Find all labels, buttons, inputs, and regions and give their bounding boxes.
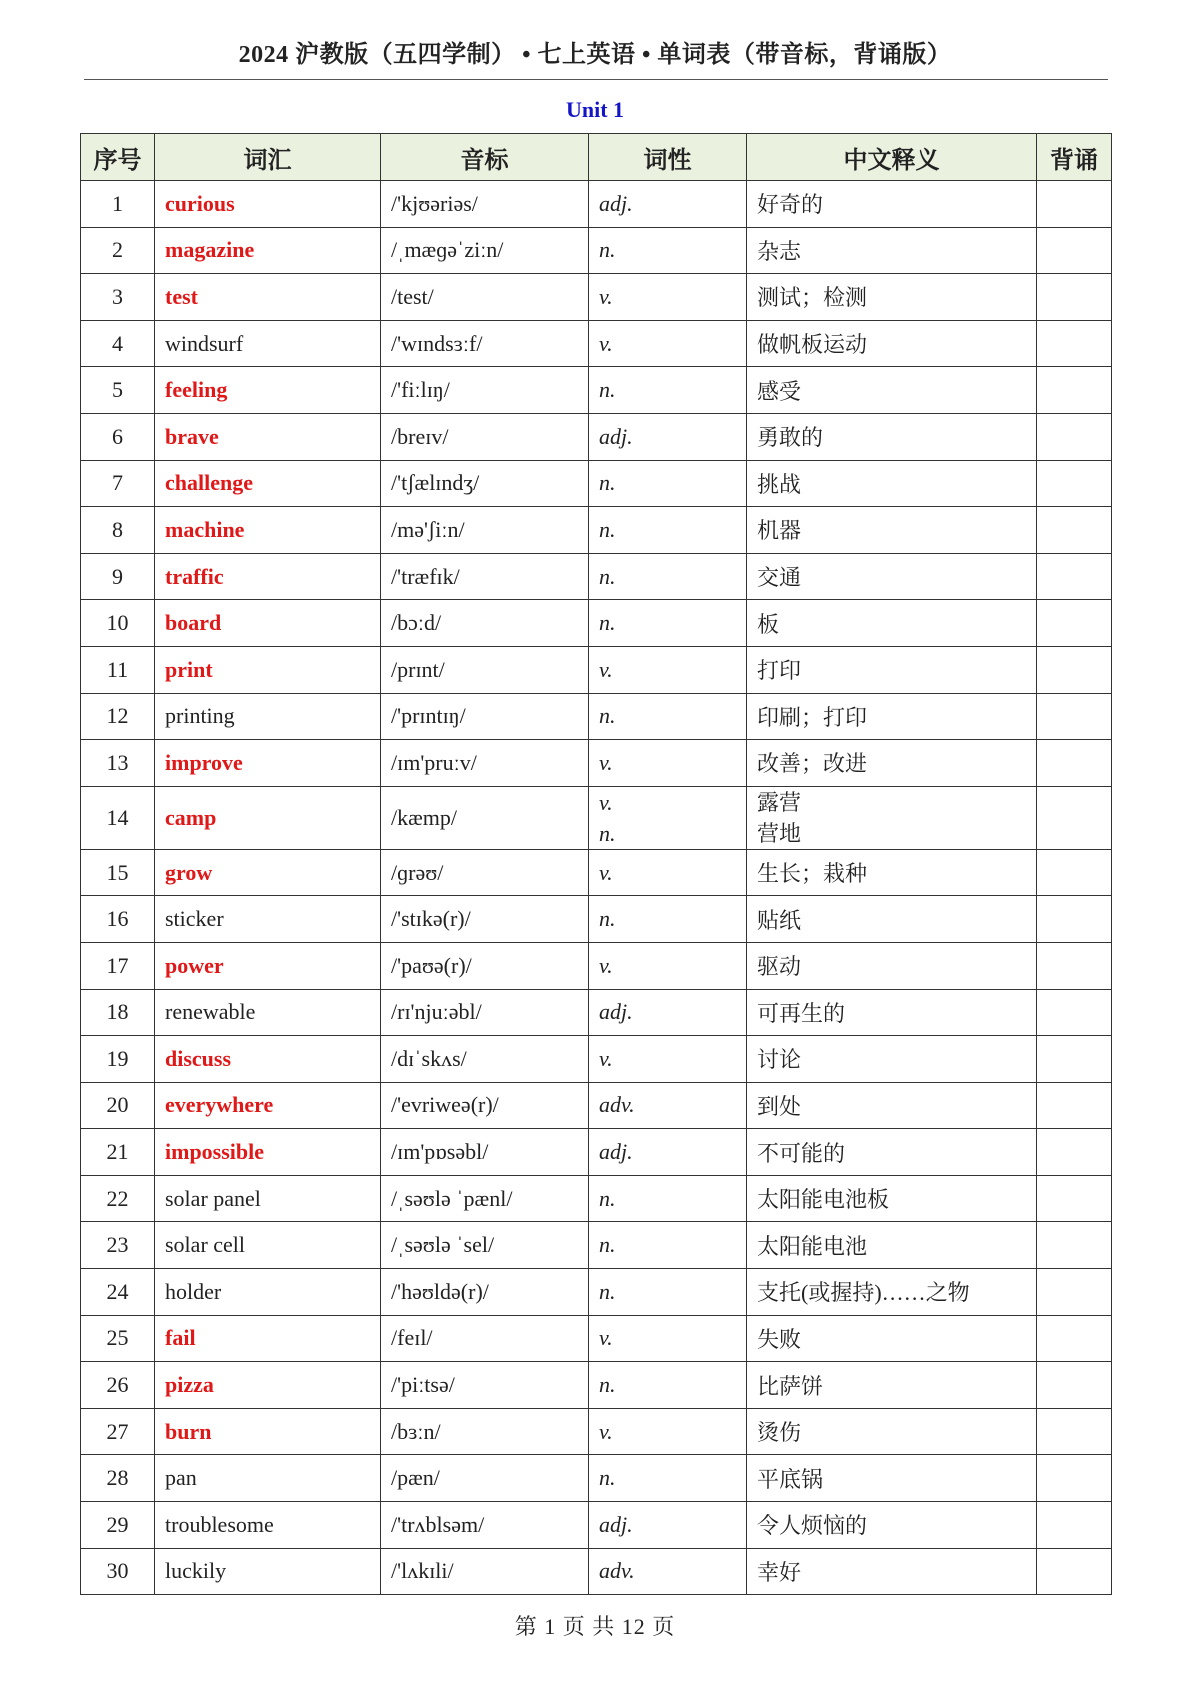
row-number: 4 xyxy=(81,320,155,367)
phonetic-transcription: /ɪm'pruːv/ xyxy=(381,740,589,787)
vocab-word: traffic xyxy=(155,553,381,600)
phonetic-transcription: /breɪv/ xyxy=(381,413,589,460)
row-number: 17 xyxy=(81,942,155,989)
part-of-speech: v. xyxy=(589,320,747,367)
chinese-meaning: 平底锅 xyxy=(747,1455,1037,1502)
chinese-meaning: 勇敢的 xyxy=(747,413,1037,460)
row-number: 1 xyxy=(81,181,155,228)
part-of-speech: v. xyxy=(589,1036,747,1083)
table-row xyxy=(81,367,1112,414)
recite-cell xyxy=(1037,367,1112,414)
table-row xyxy=(81,1408,1112,1455)
phonetic-transcription: /test/ xyxy=(381,274,589,321)
row-number: 20 xyxy=(81,1082,155,1129)
recite-cell xyxy=(1037,320,1112,367)
phonetic-transcription: /'həʊldə(r)/ xyxy=(381,1269,589,1316)
part-of-speech xyxy=(589,786,747,849)
table-row xyxy=(81,600,1112,647)
recite-cell xyxy=(1037,1502,1112,1549)
table-row xyxy=(81,1175,1112,1222)
recite-cell xyxy=(1037,1408,1112,1455)
part-of-speech: n. xyxy=(589,1222,747,1269)
table-row xyxy=(81,553,1112,600)
recite-cell xyxy=(1037,896,1112,943)
chinese-meaning: 驱动 xyxy=(747,942,1037,989)
recite-cell xyxy=(1037,460,1112,507)
chinese-meaning: 幸好 xyxy=(747,1548,1037,1595)
part-of-speech: v. xyxy=(589,1315,747,1362)
phonetic-transcription: /ˌsəʊlə ˈsel/ xyxy=(381,1222,589,1269)
table-row xyxy=(81,227,1112,274)
table-row xyxy=(81,1269,1112,1316)
chinese-meaning: 讨论 xyxy=(747,1036,1037,1083)
row-number: 29 xyxy=(81,1502,155,1549)
table-row xyxy=(81,849,1112,896)
part-of-speech: v. xyxy=(589,849,747,896)
chinese-meaning: 不可能的 xyxy=(747,1129,1037,1176)
table-row xyxy=(81,1362,1112,1409)
part-of-speech: adv. xyxy=(589,1082,747,1129)
vocab-word: test xyxy=(155,274,381,321)
table-row xyxy=(81,181,1112,228)
header-number: 序号 xyxy=(81,134,155,181)
phonetic-transcription: /'prɪntɪŋ/ xyxy=(381,693,589,740)
chinese-meaning: 烫伤 xyxy=(747,1408,1037,1455)
vocab-word: discuss xyxy=(155,1036,381,1083)
chinese-meaning: 测试；检测 xyxy=(747,274,1037,321)
vocab-word: power xyxy=(155,942,381,989)
recite-cell xyxy=(1037,1315,1112,1362)
row-number: 19 xyxy=(81,1036,155,1083)
recite-cell xyxy=(1037,989,1112,1036)
chinese-meaning: 做帆板运动 xyxy=(747,320,1037,367)
recite-cell xyxy=(1037,227,1112,274)
vocab-word: fail xyxy=(155,1315,381,1362)
phonetic-transcription: /mə'ʃiːn/ xyxy=(381,507,589,554)
chinese-meaning-line: 露营 xyxy=(757,789,802,815)
table-row xyxy=(81,413,1112,460)
header-recite: 背诵 xyxy=(1037,134,1112,181)
chinese-meaning: 比萨饼 xyxy=(747,1362,1037,1409)
table-row xyxy=(81,460,1112,507)
part-of-speech: n. xyxy=(589,553,747,600)
recite-cell xyxy=(1037,1269,1112,1316)
recite-cell xyxy=(1037,1082,1112,1129)
recite-cell xyxy=(1037,849,1112,896)
recite-cell xyxy=(1037,507,1112,554)
chinese-meaning-line: 营地 xyxy=(757,820,802,846)
part-of-speech: n. xyxy=(589,1175,747,1222)
part-of-speech: v. xyxy=(589,1408,747,1455)
table-row xyxy=(81,320,1112,367)
part-of-speech: adv. xyxy=(589,1548,747,1595)
vocab-word: print xyxy=(155,646,381,693)
chinese-meaning: 贴纸 xyxy=(747,896,1037,943)
phonetic-transcription: /'piːtsə/ xyxy=(381,1362,589,1409)
chinese-meaning: 太阳能电池板 xyxy=(747,1175,1037,1222)
chinese-meaning: 改善；改进 xyxy=(747,740,1037,787)
table-row xyxy=(81,1455,1112,1502)
vocab-word: curious xyxy=(155,181,381,228)
phonetic-transcription: /feɪl/ xyxy=(381,1315,589,1362)
row-number: 23 xyxy=(81,1222,155,1269)
row-number: 12 xyxy=(81,693,155,740)
chinese-meaning: 令人烦恼的 xyxy=(747,1502,1037,1549)
row-number: 8 xyxy=(81,507,155,554)
phonetic-transcription: /'kjʊəriəs/ xyxy=(381,181,589,228)
phonetic-transcription: /bɜːn/ xyxy=(381,1408,589,1455)
recite-cell xyxy=(1037,1175,1112,1222)
part-of-speech: n. xyxy=(589,367,747,414)
row-number: 11 xyxy=(81,646,155,693)
chinese-meaning: 打印 xyxy=(747,646,1037,693)
phonetic-transcription: /prɪnt/ xyxy=(381,646,589,693)
chinese-meaning: 杂志 xyxy=(747,227,1037,274)
recite-cell xyxy=(1037,1036,1112,1083)
vocab-word: solar panel xyxy=(155,1175,381,1222)
table-row xyxy=(81,1315,1112,1362)
part-of-speech: adj. xyxy=(589,989,747,1036)
row-number: 18 xyxy=(81,989,155,1036)
table-row xyxy=(81,786,1112,849)
recite-cell xyxy=(1037,181,1112,228)
chinese-meaning: 印刷；打印 xyxy=(747,693,1037,740)
document-title: 2024 沪教版（五四学制） • 七上英语 • 单词表（带音标，背诵版） xyxy=(238,42,952,68)
page-footer: 第 1 页 共 12 页 xyxy=(514,1614,676,1639)
phonetic-transcription: /bɔːd/ xyxy=(381,600,589,647)
chinese-meaning: 机器 xyxy=(747,507,1037,554)
part-of-speech: n. xyxy=(589,693,747,740)
vocab-word: pizza xyxy=(155,1362,381,1409)
recite-cell xyxy=(1037,413,1112,460)
part-of-speech: n. xyxy=(589,1455,747,1502)
chinese-meaning: 感受 xyxy=(747,367,1037,414)
phonetic-transcription: /ɪm'pɒsəbl/ xyxy=(381,1129,589,1176)
vocab-word: renewable xyxy=(155,989,381,1036)
chinese-meaning: 太阳能电池 xyxy=(747,1222,1037,1269)
vocabulary-table xyxy=(80,133,1112,1595)
phonetic-transcription: /'træfɪk/ xyxy=(381,553,589,600)
row-number: 16 xyxy=(81,896,155,943)
row-number: 10 xyxy=(81,600,155,647)
chinese-meaning: 到处 xyxy=(747,1082,1037,1129)
row-number: 13 xyxy=(81,740,155,787)
vocab-word: machine xyxy=(155,507,381,554)
table-row xyxy=(81,646,1112,693)
table-row xyxy=(81,1082,1112,1129)
part-of-speech: n. xyxy=(589,460,747,507)
vocab-word: solar cell xyxy=(155,1222,381,1269)
part-of-speech: v. xyxy=(589,740,747,787)
recite-cell xyxy=(1037,1548,1112,1595)
phonetic-transcription: /'stɪkə(r)/ xyxy=(381,896,589,943)
row-number: 3 xyxy=(81,274,155,321)
part-of-speech-line: v. xyxy=(599,789,613,815)
row-number: 21 xyxy=(81,1129,155,1176)
vocab-word: troublesome xyxy=(155,1502,381,1549)
chinese-meaning: 失败 xyxy=(747,1315,1037,1362)
table-row xyxy=(81,274,1112,321)
part-of-speech: n. xyxy=(589,600,747,647)
row-number: 28 xyxy=(81,1455,155,1502)
part-of-speech: adj. xyxy=(589,413,747,460)
recite-cell xyxy=(1037,1362,1112,1409)
recite-cell xyxy=(1037,1129,1112,1176)
phonetic-transcription: /ɡrəʊ/ xyxy=(381,849,589,896)
table-body xyxy=(81,181,1112,1595)
table-row xyxy=(81,1502,1112,1549)
part-of-speech: n. xyxy=(589,227,747,274)
table-row xyxy=(81,1129,1112,1176)
row-number: 25 xyxy=(81,1315,155,1362)
vocab-word: board xyxy=(155,600,381,647)
table-row xyxy=(81,693,1112,740)
vocab-word: windsurf xyxy=(155,320,381,367)
recite-cell xyxy=(1037,942,1112,989)
vocab-word: burn xyxy=(155,1408,381,1455)
header-word: 词汇 xyxy=(155,134,381,181)
vocab-word: impossible xyxy=(155,1129,381,1176)
recite-cell xyxy=(1037,553,1112,600)
recite-cell xyxy=(1037,786,1112,849)
chinese-meaning: 可再生的 xyxy=(747,989,1037,1036)
part-of-speech-line: n. xyxy=(599,820,616,846)
recite-cell xyxy=(1037,740,1112,787)
vocab-word: feeling xyxy=(155,367,381,414)
vocab-word: sticker xyxy=(155,896,381,943)
part-of-speech: adj. xyxy=(589,1502,747,1549)
phonetic-transcription: /'trʌblsəm/ xyxy=(381,1502,589,1549)
vocab-word: challenge xyxy=(155,460,381,507)
vocab-word: luckily xyxy=(155,1548,381,1595)
part-of-speech: adj. xyxy=(589,1129,747,1176)
row-number: 30 xyxy=(81,1548,155,1595)
phonetic-transcription: /kæmp/ xyxy=(381,786,589,849)
part-of-speech: n. xyxy=(589,507,747,554)
vocab-word: everywhere xyxy=(155,1082,381,1129)
table-row xyxy=(81,989,1112,1036)
chinese-meaning: 生长；栽种 xyxy=(747,849,1037,896)
row-number: 2 xyxy=(81,227,155,274)
row-number: 22 xyxy=(81,1175,155,1222)
vocab-word: brave xyxy=(155,413,381,460)
phonetic-transcription: /'tʃælɪndʒ/ xyxy=(381,460,589,507)
chinese-meaning: 好奇的 xyxy=(747,181,1037,228)
recite-cell xyxy=(1037,646,1112,693)
chinese-meaning: 交通 xyxy=(747,553,1037,600)
row-number: 7 xyxy=(81,460,155,507)
part-of-speech: n. xyxy=(589,1269,747,1316)
table-row xyxy=(81,1036,1112,1083)
phonetic-transcription: /dɪˈskʌs/ xyxy=(381,1036,589,1083)
recite-cell xyxy=(1037,274,1112,321)
phonetic-transcription: /ˌmæɡəˈziːn/ xyxy=(381,227,589,274)
vocab-word: magazine xyxy=(155,227,381,274)
phonetic-transcription: /rɪ'njuːəbl/ xyxy=(381,989,589,1036)
chinese-meaning: 挑战 xyxy=(747,460,1037,507)
row-number: 24 xyxy=(81,1269,155,1316)
part-of-speech: v. xyxy=(589,942,747,989)
chinese-meaning: 支托(或握持)……之物 xyxy=(747,1269,1037,1316)
row-number: 26 xyxy=(81,1362,155,1409)
table-row xyxy=(81,740,1112,787)
table-row xyxy=(81,507,1112,554)
phonetic-transcription: /'fiːlɪŋ/ xyxy=(381,367,589,414)
vocab-word: pan xyxy=(155,1455,381,1502)
part-of-speech: adj. xyxy=(589,181,747,228)
part-of-speech: n. xyxy=(589,896,747,943)
vocab-word: improve xyxy=(155,740,381,787)
phonetic-transcription: /ˌsəʊlə ˈpænl/ xyxy=(381,1175,589,1222)
header-part-of-speech: 词性 xyxy=(589,134,747,181)
header-chinese-meaning: 中文释义 xyxy=(747,134,1037,181)
phonetic-transcription: /'evriweə(r)/ xyxy=(381,1082,589,1129)
row-number: 15 xyxy=(81,849,155,896)
part-of-speech: n. xyxy=(589,1362,747,1409)
recite-cell xyxy=(1037,1455,1112,1502)
table-header-row xyxy=(81,134,1112,181)
table-row xyxy=(81,1222,1112,1269)
part-of-speech: v. xyxy=(589,646,747,693)
part-of-speech: v. xyxy=(589,274,747,321)
vocab-word: camp xyxy=(155,786,381,849)
vocab-word: holder xyxy=(155,1269,381,1316)
row-number: 5 xyxy=(81,367,155,414)
vocab-word: printing xyxy=(155,693,381,740)
table-row xyxy=(81,1548,1112,1595)
phonetic-transcription: /'paʊə(r)/ xyxy=(381,942,589,989)
chinese-meaning xyxy=(747,786,1037,849)
unit-heading: Unit 1 xyxy=(565,97,625,122)
row-number: 6 xyxy=(81,413,155,460)
phonetic-transcription: /'wɪndsɜːf/ xyxy=(381,320,589,367)
phonetic-transcription: /'lʌkɪli/ xyxy=(381,1548,589,1595)
row-number: 14 xyxy=(81,786,155,849)
recite-cell xyxy=(1037,693,1112,740)
phonetic-transcription: /pæn/ xyxy=(381,1455,589,1502)
recite-cell xyxy=(1037,600,1112,647)
table-row xyxy=(81,896,1112,943)
chinese-meaning: 板 xyxy=(747,600,1037,647)
header-phonetic: 音标 xyxy=(381,134,589,181)
title-divider xyxy=(84,79,1108,80)
recite-cell xyxy=(1037,1222,1112,1269)
row-number: 27 xyxy=(81,1408,155,1455)
vocab-word: grow xyxy=(155,849,381,896)
table-row xyxy=(81,942,1112,989)
row-number: 9 xyxy=(81,553,155,600)
